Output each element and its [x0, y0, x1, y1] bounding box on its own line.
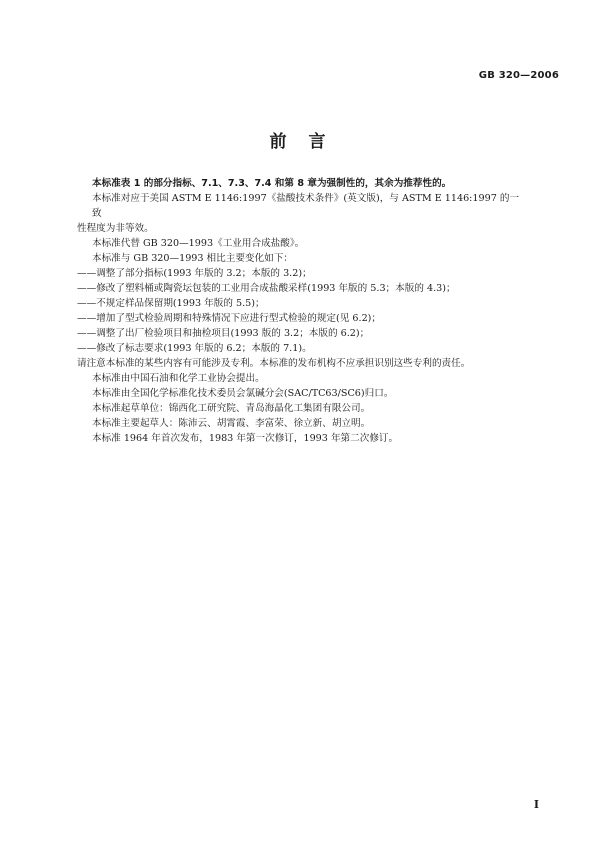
- correspondence-statement: [77, 191, 520, 236]
- changes-intro: 本标准与 GB 320—1993 相比主要变化如下：: [92, 253, 293, 264]
- list-item: ——修改了标志要求(1993 年版的 6.2；本版的 7.1)。: [77, 343, 312, 354]
- standard-number: GB 320—2006: [478, 70, 559, 81]
- publication-history: 本标准 1964 年首次发布，1983 年第一次修订，1993 年第二次修订。: [92, 433, 399, 444]
- mandatory-statement: 本标准表 1 的部分指标、7.1、7.3、7.4 和第 8 章为强制性的，其余为推荐性的。: [92, 178, 452, 189]
- main-drafters: 本标准主要起草人：陈沛云、胡霄霞、李富荣、徐立新、胡立明。: [92, 418, 371, 429]
- correspondence-line-2: 性程度为非等效。: [77, 223, 154, 234]
- changes-list: [77, 266, 520, 356]
- page-title: 前言: [269, 132, 348, 152]
- correspondence-line-1: 本标准对应于美国 ASTM E 1146:1997《盐酸技术条件》(英文版)，与 ASTM E 1146:1997 的一致: [92, 193, 520, 219]
- proposed-by: 本标准由中国石油和化学工业协会提出。: [92, 373, 265, 384]
- replacement-statement: 本标准代替 GB 320—1993《工业用合成盐酸》。: [92, 238, 305, 249]
- list-item: ——不规定样品保留期(1993 年版的 5.5)；: [77, 298, 265, 309]
- managed-by: 本标准由全国化学标准化技术委员会氯碱分会(SAC/TC63/SC6)归口。: [92, 388, 394, 399]
- list-item: ——增加了型式检验周期和特殊情况下应进行型式检验的规定(见 6.2)；: [77, 313, 382, 324]
- page-number: I: [533, 798, 539, 811]
- list-item: ——调整了出厂检验项目和抽检项目(1993 版的 3.2；本版的 6.2)；: [77, 328, 370, 339]
- patent-notice: 请注意本标准的某些内容有可能涉及专利。本标准的发布机构不应承担识别这些专利的责任。: [77, 358, 471, 369]
- list-item: ——调整了部分指标(1993 年版的 3.2；本版的 3.2)；: [77, 268, 312, 279]
- list-item: ——修改了塑料桶或陶瓷坛包装的工业用合成盐酸采样(1993 年版的 5.3；本版的 4.3)；: [77, 283, 456, 294]
- drafting-units: 本标准起草单位：锦西化工研究院、青岛海晶化工集团有限公司。: [92, 403, 371, 414]
- foreword-body: [77, 176, 520, 446]
